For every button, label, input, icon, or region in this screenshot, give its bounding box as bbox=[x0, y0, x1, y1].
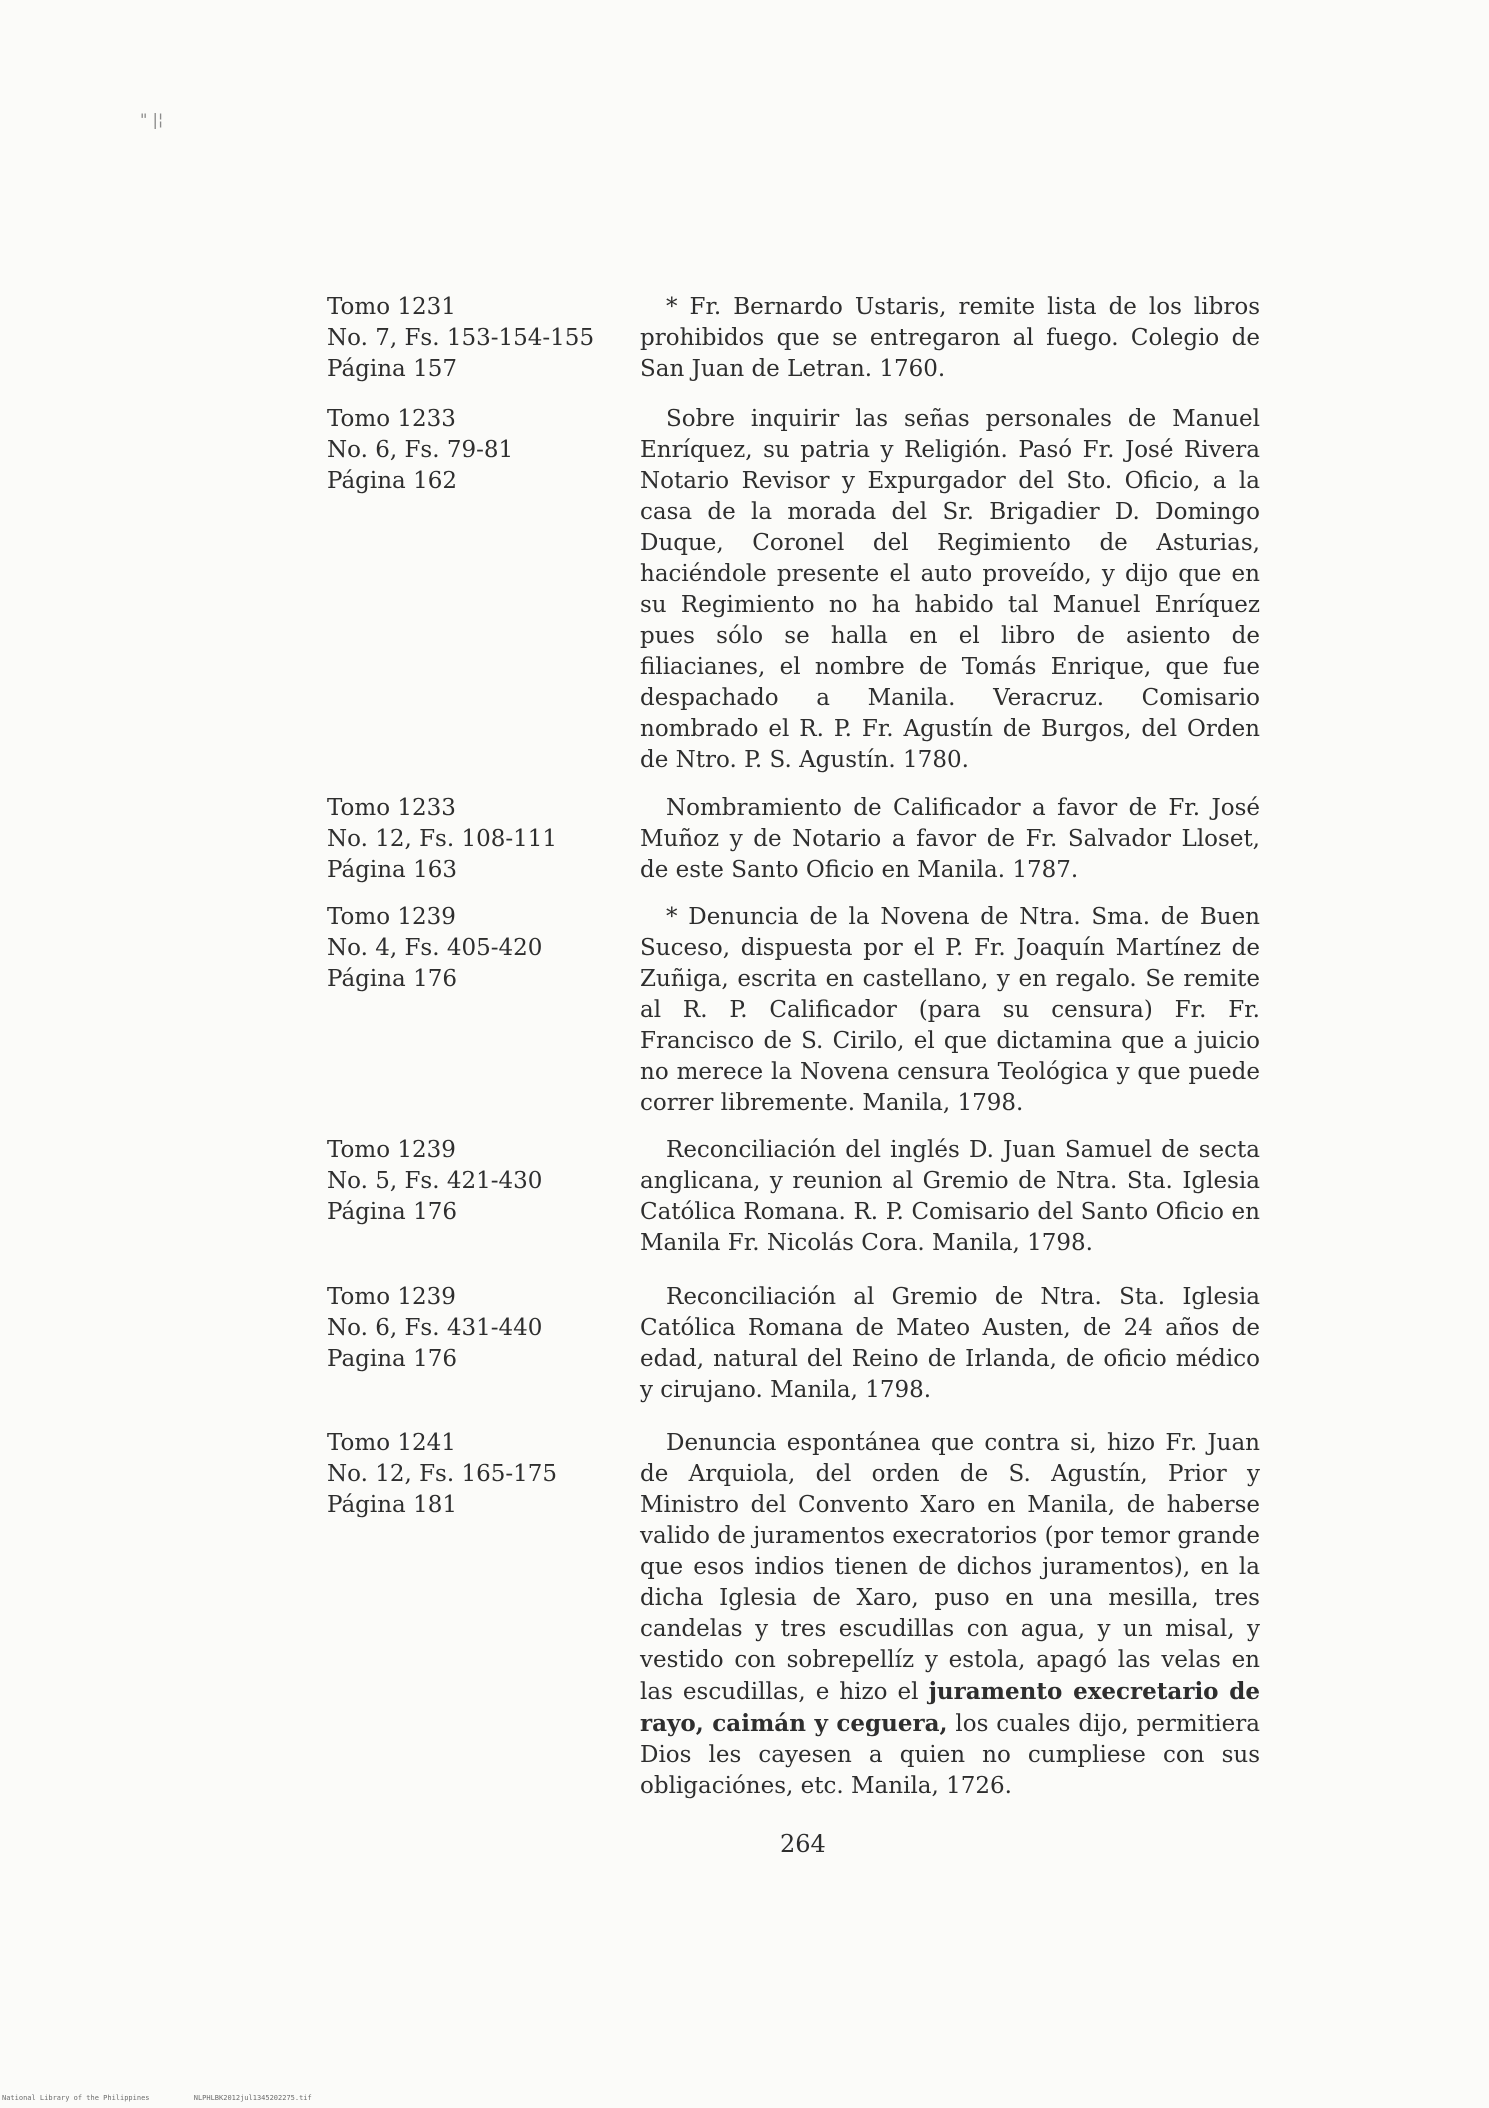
scan-footer bbox=[2, 2094, 352, 2102]
tomo-number: Tomo 1233 bbox=[327, 406, 456, 432]
entry-description bbox=[640, 1282, 1260, 1406]
entry-text bbox=[640, 1428, 1260, 1802]
entry-text: Nombramiento de Calificador a favor de Fr. José Muñoz y de Notario a favor de Fr. Salvador Lloset, de este Santo Oficio en Manila. 1787. bbox=[640, 795, 1260, 883]
entry-text: * Denuncia de la Novena de Ntra. Sma. de Buen Suceso, dispuesta por el P. Fr. Joaquín Martínez de Zuñiga, escrita en castellano, y en regalo. Se remite al R. P. Calificador (para su censura) Fr. Fr. Francisco de S. Cirilo, el que dictamina que a juicio no merece la Novena censura Teológica y que puede correr libremente. Manila, 1798. bbox=[640, 904, 1260, 1116]
tomo-number: Tomo 1233 bbox=[327, 795, 456, 821]
folio-range: No. 7, Fs. 153-154-155 bbox=[327, 325, 595, 351]
entry-description bbox=[640, 292, 1260, 385]
tomo-number: Tomo 1239 bbox=[327, 1137, 456, 1163]
entry-description bbox=[640, 1428, 1260, 1802]
entry-description bbox=[640, 1135, 1260, 1259]
library-credit: National Library of the Philippines bbox=[2, 2094, 150, 2102]
archive-reference bbox=[327, 292, 617, 385]
archive-reference bbox=[327, 1428, 617, 1521]
entry-text-after: los cuales dijo, permitiera Dios les cayesen a quien no cumpliese con sus obligaciónes, etc. Manila, 1726. bbox=[640, 1711, 1260, 1799]
entry-description bbox=[640, 793, 1260, 886]
folio-range: No. 6, Fs. 79-81 bbox=[327, 437, 514, 463]
page-reference: Página 163 bbox=[327, 857, 457, 883]
page-reference: Pagina 176 bbox=[327, 1346, 457, 1372]
page-reference: Página 181 bbox=[327, 1492, 457, 1518]
entry-text: Sobre inquirir las señas personales de Manuel Enríquez, su patria y Religión. Pasó Fr. José Rivera Notario Revisor y Expurgador del Sto. Oficio, a la casa de la morada del Sr. Brigadier D. Domingo Duque, Coronel del Regimiento de Asturias, haciéndole presente el auto proveído, y dijo que en su Regimiento no ha habido tal Manuel Enríquez pues sólo se halla en el libro de asiento de filiacianes, el nombre de Tomás Enrique, que fue despachado a Manila. Veracruz. Comisario nombrado el R. P. Fr. Agustín de Burgos, del Orden de Ntro. P. S. Agustín. 1780. bbox=[640, 406, 1260, 773]
page-number: 264 bbox=[780, 1830, 826, 1858]
entry-text: Reconciliación del inglés D. Juan Samuel de secta anglicana, y reunion al Gremio de Ntra. Sta. Iglesia Católica Romana. R. P. Comisario del Santo Oficio en Manila Fr. Nicolás Cora. Manila, 1798. bbox=[640, 1137, 1260, 1256]
archive-reference bbox=[327, 1282, 617, 1375]
entry-description bbox=[640, 902, 1260, 1119]
entry-text: * Fr. Bernardo Ustaris, remite lista de los libros prohibidos que se entregaron al fuego. Colegio de San Juan de Letran. 1760. bbox=[640, 294, 1260, 382]
entry-text: Reconciliación al Gremio de Ntra. Sta. Iglesia Católica Romana de Mateo Austen, de 24 años de edad, natural del Reino de Irlanda, de oficio médico y cirujano. Manila, 1798. bbox=[640, 1284, 1260, 1403]
folio-range: No. 12, Fs. 108-111 bbox=[327, 826, 558, 852]
entry-text-bold: juramento execretario de rayo, caimán y ceguera, bbox=[640, 1678, 1260, 1737]
page-reference: Página 162 bbox=[327, 468, 457, 494]
tomo-number: Tomo 1239 bbox=[327, 904, 456, 930]
tomo-number: Tomo 1231 bbox=[327, 294, 456, 320]
page-reference: Página 157 bbox=[327, 356, 457, 382]
folio-range: No. 6, Fs. 431-440 bbox=[327, 1315, 543, 1341]
scan-file-name: NLPHLBK2012jul1345202275.tif bbox=[193, 2094, 312, 2102]
archive-reference bbox=[327, 404, 617, 497]
page-edge-mark: " |¦ bbox=[140, 110, 164, 129]
entry-text-before: Denuncia espontánea que contra si, hizo Fr. Juan de Arquiola, del orden de S. Agustín, Prior y Ministro del Convento Xaro en Manila, de haberse valido de juramentos execratorios (por temor grande que esos indios tienen de dichos juramentos), en la dicha Iglesia de Xaro, puso en una mesilla, tres candelas y tres escudillas con agua, y un misal, y vestido con sobrepellíz y estola, apagó las velas en las escudillas, e hizo el bbox=[640, 1430, 1260, 1705]
tomo-number: Tomo 1239 bbox=[327, 1284, 456, 1310]
folio-range: No. 12, Fs. 165-175 bbox=[327, 1461, 558, 1487]
page-reference: Página 176 bbox=[327, 966, 457, 992]
folio-range: No. 4, Fs. 405-420 bbox=[327, 935, 543, 961]
page-reference: Página 176 bbox=[327, 1199, 457, 1225]
folio-range: No. 5, Fs. 421-430 bbox=[327, 1168, 543, 1194]
archive-reference bbox=[327, 1135, 617, 1228]
archive-reference bbox=[327, 793, 617, 886]
entry-description bbox=[640, 404, 1260, 776]
tomo-number: Tomo 1241 bbox=[327, 1430, 456, 1456]
archive-reference bbox=[327, 902, 617, 995]
